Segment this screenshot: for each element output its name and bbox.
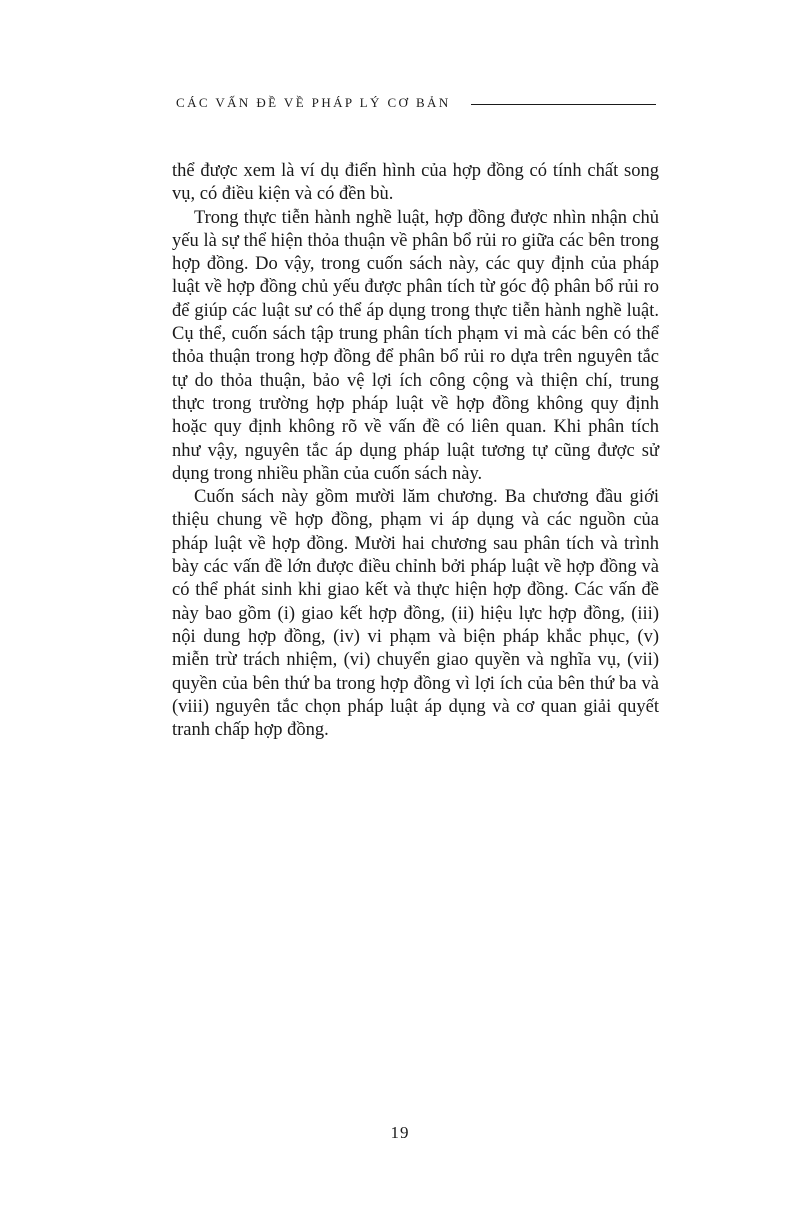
paragraph-book-structure: Cuốn sách này gồm mười lăm chương. Ba chương đầu giới thiệu chung về hợp đồng, phạm vi áp dụng và các nguồn của pháp luật về hợp đồng. Mười hai chương sau phân tích và trình bày các vấn đề lớn được điều chỉnh bởi pháp luật về hợp đồng và có thể phát sinh khi giao kết và thực hiện hợp đồng. Các vấn đề này bao gồm (i) giao kết hợp đồng, (ii) hiệu lực hợp đồng, (iii) nội dung hợp đồng, (iv) vi phạm và biện pháp khắc phục, (v) miễn trừ trách nhiệm, (vi) chuyển giao quyền và nghĩa vụ, (vii) quyền của bên thứ ba trong hợp đồng vì lợi ích của bên thứ ba và (viii) nguyên tắc chọn pháp luật áp dụng và cơ quan giải quyết tranh chấp hợp đồng. [172,487,659,741]
header-rule [471,104,656,105]
running-header-title: CÁC VẤN ĐỀ VỀ PHÁP LÝ CƠ BẢN [176,95,451,110]
paragraph-continuation: thể được xem là ví dụ điển hình của hợp đồng có tính chất song vụ, có điều kiện và có đền bù. [172,161,659,205]
running-header [176,95,656,115]
page-number: 19 [390,1123,410,1142]
paragraph-risk-allocation: Trong thực tiễn hành nghề luật, hợp đồng được nhìn nhận chủ yếu là sự thể hiện thỏa thuận về phân bổ rủi ro giữa các bên trong hợp đồng. Do vậy, trong cuốn sách này, các quy định của pháp luật về hợp đồng chủ yếu được phân tích từ góc độ phân bổ rủi ro để giúp các luật sư có thể áp dụng trong thực tiễn hành nghề luật. Cụ thể, cuốn sách tập trung phân tích phạm vi mà các bên có thể thỏa thuận trong hợp đồng để phân bổ rủi ro dựa trên nguyên tắc tự do thỏa thuận, bảo vệ lợi ích công cộng và thiện chí, trung thực trong trường hợp pháp luật về hợp đồng không quy định hoặc quy định không rõ về vấn đề có liên quan. Khi phân tích như vậy, nguyên tắc áp dụng pháp luật tương tự cũng được sử dụng trong nhiều phần của cuốn sách này. [172,207,659,484]
body-text [172,160,659,742]
